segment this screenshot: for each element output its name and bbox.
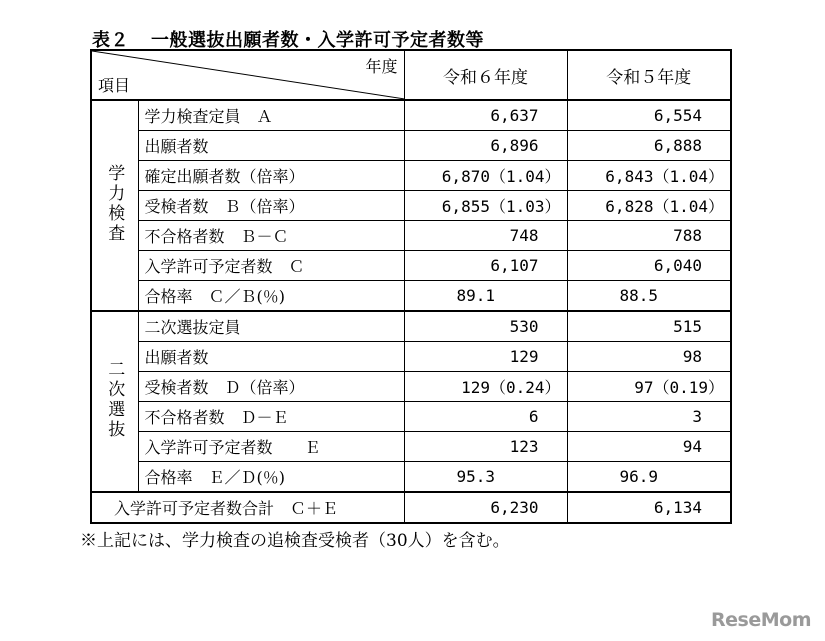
col-header-r5: 令和５年度: [567, 50, 731, 100]
cell-r6: 748: [404, 221, 567, 251]
cell-r6: 129: [404, 342, 567, 372]
cell-r5: 788: [567, 221, 731, 251]
row-label: 出願者数: [138, 131, 404, 161]
table-row: [91, 432, 731, 462]
row-label: 二次選抜定員: [138, 311, 404, 342]
group-academic-label: 学力検査: [104, 163, 125, 244]
table-number: 表２: [92, 30, 129, 51]
row-label: 受検者数 Ｄ（倍率）: [138, 372, 404, 402]
row-label: 受検者数 Ｂ（倍率）: [138, 191, 404, 221]
cell-r5: 94: [567, 432, 731, 462]
resemom-logo: ReseMom: [711, 609, 811, 631]
diagonal-line: [92, 51, 404, 99]
table-row: [91, 251, 731, 281]
cell-r5: 97（0.19）: [567, 372, 731, 402]
group-second-label: 二次選抜: [104, 359, 125, 440]
row-label: 入学許可予定者数 Ｅ: [138, 432, 404, 462]
cell-r6: 6: [404, 402, 567, 432]
cell-r5: 6,040: [567, 251, 731, 281]
cell-r6: 123: [404, 432, 567, 462]
table-row: [91, 100, 731, 131]
cell-r6: 6,107: [404, 251, 567, 281]
table-row: [91, 161, 731, 191]
table-title-text: 一般選抜出願者数・入学許可予定者数等: [151, 30, 484, 51]
academic-section: [91, 100, 731, 311]
total-label: 入学許可予定者数合計 Ｃ＋Ｅ: [91, 492, 404, 523]
cell-r5: 515: [567, 311, 731, 342]
cell-r6: 6,896: [404, 131, 567, 161]
total-row: [91, 492, 731, 523]
table-row: [91, 372, 731, 402]
cell-r6: 6,637: [404, 100, 567, 131]
cell-r5: 98: [567, 342, 731, 372]
group-second: [91, 311, 138, 492]
total-r5: 6,134: [567, 492, 731, 523]
cell-r5: 6,843（1.04）: [567, 161, 731, 191]
cell-r6: 530: [404, 311, 567, 342]
row-label: 不合格者数 Ｂ－Ｃ: [138, 221, 404, 251]
header-row: [91, 50, 731, 100]
cell-r6: 6,870（1.04）: [404, 161, 567, 191]
table-row: [91, 191, 731, 221]
table-row: [91, 281, 731, 312]
group-academic: [91, 100, 138, 311]
row-label: 確定出願者数（倍率）: [138, 161, 404, 191]
table-row: [91, 311, 731, 342]
table-row: [91, 342, 731, 372]
row-label: 合格率 Ｃ／Ｂ(％): [138, 281, 404, 312]
row-label: 合格率 Ｅ／Ｄ(％): [138, 462, 404, 493]
table-row: [91, 221, 731, 251]
row-label: 学力検査定員 Ａ: [138, 100, 404, 131]
row-label: 入学許可予定者数 Ｃ: [138, 251, 404, 281]
header-corner-cell: [91, 50, 404, 100]
table-row: [91, 402, 731, 432]
col-header-r6: 令和６年度: [404, 50, 567, 100]
row-label: 不合格者数 Ｄ－Ｅ: [138, 402, 404, 432]
cell-r6: 6,855（1.03）: [404, 191, 567, 221]
year-label: 年度: [365, 57, 398, 76]
row-label: 出願者数: [138, 342, 404, 372]
applicants-table: [90, 49, 732, 524]
cell-r6: 89.1: [404, 281, 567, 312]
cell-r5: 6,828（1.04）: [567, 191, 731, 221]
cell-r5: 6,554: [567, 100, 731, 131]
table-row: [91, 131, 731, 161]
cell-r5: 96.9: [567, 462, 731, 493]
cell-r5: 6,888: [567, 131, 731, 161]
footnote: ※上記には、学力検査の追検査受検者（30人）を含む。: [80, 531, 510, 551]
table-row: [91, 462, 731, 493]
cell-r6: 95.3: [404, 462, 567, 493]
item-label: 項目: [98, 76, 131, 95]
second-section: [91, 311, 731, 492]
total-r6: 6,230: [404, 492, 567, 523]
cell-r6: 129（0.24）: [404, 372, 567, 402]
cell-r5: 88.5: [567, 281, 731, 312]
cell-r5: 3: [567, 402, 731, 432]
